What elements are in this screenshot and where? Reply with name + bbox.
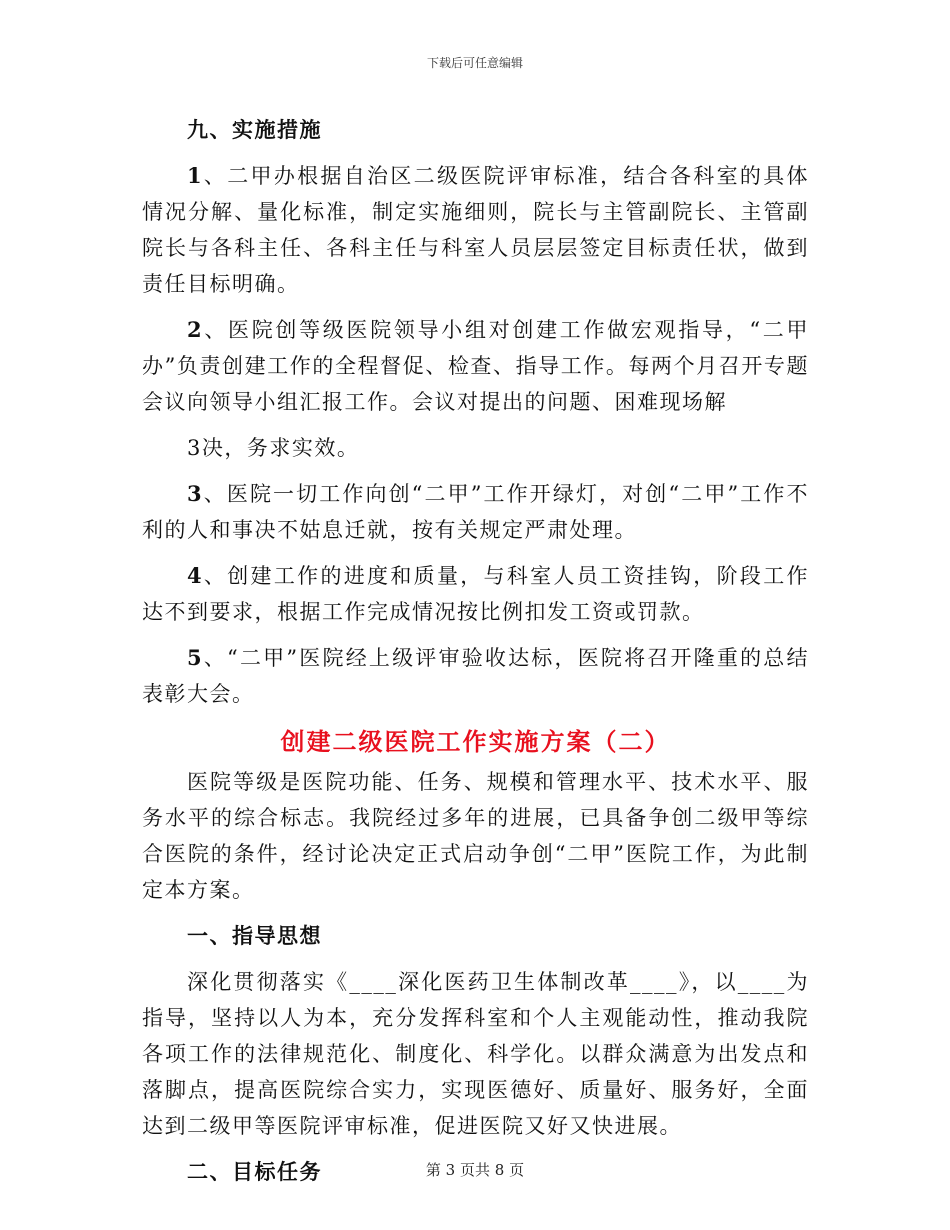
measure-item-4 bbox=[142, 558, 809, 630]
item-text: 、创建工作的进度和质量，与科室人员工资挂钩，阶段工作达不到要求，根据工作完成情况按比例扣发工资或罚款。 bbox=[142, 564, 809, 624]
item-text: 3决，务求实效。 bbox=[187, 436, 360, 460]
document-title: 创建二级医院工作实施方案（二） bbox=[280, 727, 671, 756]
item-number: 4 bbox=[187, 563, 204, 588]
item-text: 、二甲办根据自治区二级医院评审标准，结合各科室的具体情况分解、量化标准，制定实施细则，院长与主管副院长、主管副院长与各科主任、各科主任与科室人员层层签定目标责任状，做到责任目标明确。 bbox=[142, 164, 809, 296]
measure-item-3 bbox=[142, 476, 809, 548]
section-heading-2: 二、目标任务 bbox=[187, 1159, 322, 1184]
document-body bbox=[142, 112, 809, 1190]
item-number: 2 bbox=[187, 317, 204, 342]
section-heading-9: 九、实施措施 bbox=[187, 117, 322, 142]
section-heading-1: 一、指导思想 bbox=[187, 923, 322, 948]
measure-item-2 bbox=[142, 312, 809, 420]
item-text: 、“二甲”医院经上级评审验收达标，医院将召开隆重的总结表彰大会。 bbox=[142, 646, 809, 706]
item-number: 1 bbox=[187, 163, 204, 188]
measure-item-5 bbox=[142, 640, 809, 712]
item-text: 、医院一切工作向创“二甲”工作开绿灯，对创“二甲”工作不利的人和事决不姑息迁就，按有关规定严肃处理。 bbox=[142, 482, 809, 542]
measure-item-2-continued bbox=[142, 430, 809, 466]
page-header: 下载后可任意编辑 bbox=[426, 56, 523, 70]
item-number: 3 bbox=[187, 481, 204, 506]
intro-paragraph: 医院等级是医院功能、任务、规模和管理水平、技术水平、服务水平的综合标志。我院经过多年的进展，已具备争创二级甲等综合医院的条件，经讨论决定正式启动争创“二甲”医院工作，为此制定本方案。 bbox=[142, 770, 809, 902]
page-footer: 第 3 页共 8 页 bbox=[425, 1161, 525, 1179]
item-number: 5 bbox=[187, 645, 204, 670]
item-text: 、医院创等级医院领导小组对创建工作做宏观指导，“二甲办”负责创建工作的全程督促、检查、指导工作。每两个月召开专题会议向领导小组汇报工作。会议对提出的问题、困难现场解 bbox=[142, 318, 809, 414]
guiding-thought-paragraph: 深化贯彻落实《____深化医药卫生体制改革____》，以____为指导，坚持以人为本，充分发挥科室和个人主观能动性，推动我院各项工作的法律规范化、制度化、科学化。以群众满意为出发点和落脚点，提高医院综合实力，实现医德好、质量好、服务好，全面达到二级甲等医院评审标准，促进医院又好又快进展。 bbox=[142, 970, 809, 1138]
measure-item-1 bbox=[142, 158, 809, 302]
